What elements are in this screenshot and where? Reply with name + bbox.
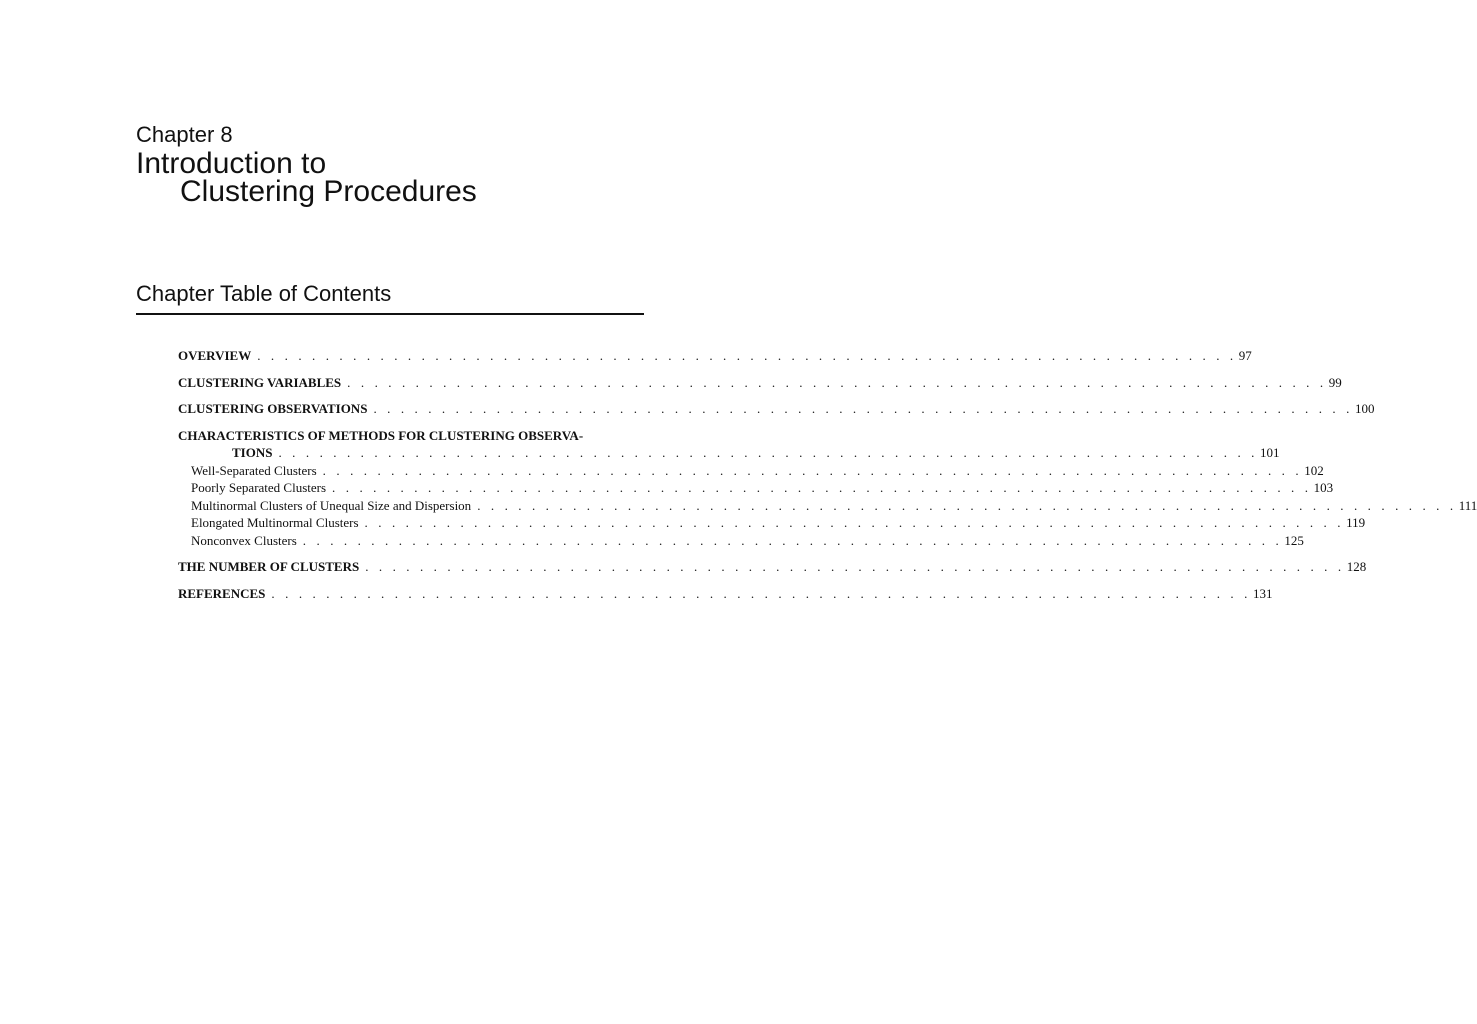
dot-leader: . . . . . . . . . . . . . . . . . . . . . . . . . . . . . . . . . . . . . . . . . . . . . . . . . . . . . . . . . . . . . . . . . . . . . . . . [332, 480, 1312, 495]
toc-subentry-elongated[interactable] [178, 514, 1366, 532]
toc-entry-label: Multinormal Clusters of Unequal Size and Dispersion [191, 497, 472, 513]
toc-entry-page: 101 [1260, 445, 1280, 460]
toc-entry-label: Poorly Separated Clusters [191, 480, 327, 495]
toc-entry-page: 111 [1458, 497, 1477, 513]
toc-entry-label: CLUSTERING OBSERVATIONS [178, 401, 368, 416]
dot-leader: . . . . . . . . . . . . . . . . . . . . . . . . . . . . . . . . . . . . . . . . . . . . . . . . . . . . . . . . . . . . . . . . . . . . . . . . [257, 348, 1237, 363]
toc-entry-page: 119 [1346, 515, 1366, 530]
toc-entry-overview[interactable] [178, 347, 1252, 365]
toc-entry-label: Well-Separated Clusters [191, 462, 317, 478]
toc-entry-label: CLUSTERING VARIABLES [178, 374, 342, 390]
toc-entry-references[interactable] [178, 585, 1273, 603]
toc-entry-page: 102 [1304, 462, 1324, 478]
toc-subentry-well-separated[interactable] [178, 462, 1324, 480]
toc-list [178, 347, 1477, 602]
dot-leader: . . . . . . . . . . . . . . . . . . . . . . . . . . . . . . . . . . . . . . . . . . . . . . . . . . . . . . . . . . . . . . . . . . . . . . . . [373, 401, 1353, 416]
chapter-title [136, 147, 477, 208]
toc-entry-page: 128 [1346, 559, 1367, 574]
dot-leader: . . . . . . . . . . . . . . . . . . . . . . . . . . . . . . . . . . . . . . . . . . . . . . . . . . . . . . . . . . . . . . . . . . . . . . . . [271, 585, 1251, 601]
toc-heading: Chapter Table of Contents [136, 281, 392, 306]
toc-subentry-nonconvex[interactable] [178, 532, 1304, 550]
toc-entry-page: 125 [1284, 532, 1304, 548]
toc-entry-label: THE NUMBER OF CLUSTERS [178, 559, 360, 574]
dot-leader: . . . . . . . . . . . . . . . . . . . . . . . . . . . . . . . . . . . . . . . . . . . . . . . . . . . . . . . . . . . . . . . . . . . . . . . . [347, 374, 1327, 390]
toc-entry-number-of-clusters[interactable] [178, 558, 1367, 576]
toc-entry-page: 99 [1328, 374, 1342, 390]
toc-entry-label: REFERENCES [178, 585, 266, 601]
dot-leader: . . . . . . . . . . . . . . . . . . . . . . . . . . . . . . . . . . . . . . . . . . . . . . . . . . . . . . . . . . . . . . . . . . . . . . . . [322, 462, 1303, 478]
toc-entry-label: Nonconvex Clusters [191, 532, 297, 548]
dot-leader: . . . . . . . . . . . . . . . . . . . . . . . . . . . . . . . . . . . . . . . . . . . . . . . . . . . . . . . . . . . . . . . . . . . . . . . . [477, 497, 1457, 513]
toc-entry-characteristics-line1[interactable]: CHARACTERISTICS OF METHODS FOR CLUSTERING OBSERVA- [178, 427, 584, 443]
toc-entry-page: 97 [1238, 348, 1252, 363]
toc-divider [136, 313, 644, 315]
toc-entry-label: Elongated Multinormal Clusters [191, 515, 359, 530]
toc-entry-page: 131 [1252, 585, 1273, 601]
toc-entry-page: 103 [1313, 480, 1334, 495]
dot-leader: . . . . . . . . . . . . . . . . . . . . . . . . . . . . . . . . . . . . . . . . . . . . . . . . . . . . . . . . . . . . . . . . . . . . . . . . [364, 515, 1345, 530]
chapter-title-line2: Clustering Procedures [180, 175, 477, 208]
chapter-label: Chapter 8 [136, 122, 233, 147]
toc-subentry-poorly-separated[interactable] [178, 479, 1334, 497]
toc-entry-clustering-variables[interactable] [178, 374, 1342, 392]
dot-leader: . . . . . . . . . . . . . . . . . . . . . . . . . . . . . . . . . . . . . . . . . . . . . . . . . . . . . . . . . . . . . . . . . . . . . . . . [278, 445, 1259, 460]
dot-leader: . . . . . . . . . . . . . . . . . . . . . . . . . . . . . . . . . . . . . . . . . . . . . . . . . . . . . . . . . . . . . . . . . . . . . . . . [365, 559, 1345, 574]
toc-entry-label: OVERVIEW [178, 348, 252, 363]
toc-entry-clustering-observations[interactable] [178, 400, 1375, 418]
toc-subentry-multinormal[interactable] [178, 497, 1477, 515]
chapter-title-line1: Introduction to [136, 147, 327, 180]
toc-entry-characteristics-line2[interactable] [178, 444, 1280, 462]
toc-entry-label: TIONS [232, 445, 273, 460]
dot-leader: . . . . . . . . . . . . . . . . . . . . . . . . . . . . . . . . . . . . . . . . . . . . . . . . . . . . . . . . . . . . . . . . . . . . . . . . [302, 532, 1283, 548]
toc-entry-page: 100 [1355, 401, 1375, 416]
